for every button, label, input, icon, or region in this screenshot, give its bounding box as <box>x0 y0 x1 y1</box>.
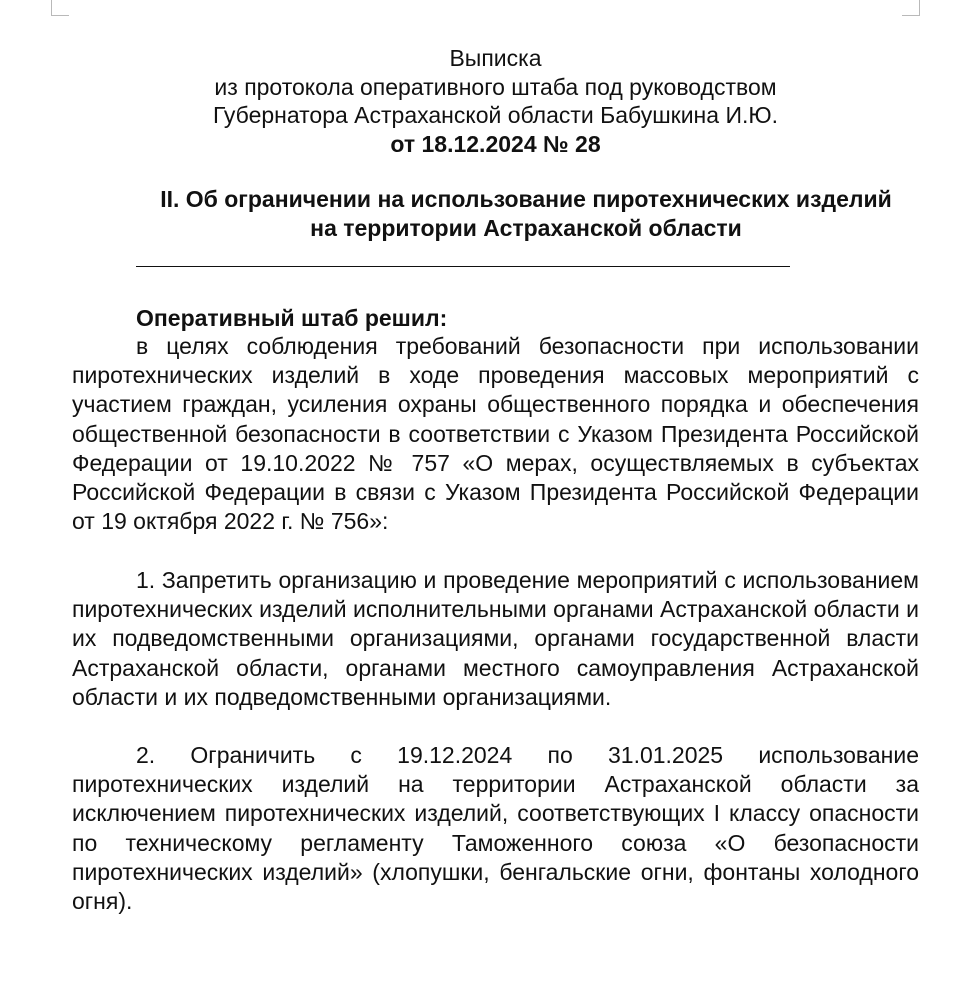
decision-preamble: в целях соблюдения требований безопасности при использовании пиротехнических изделий в ходе проведения массовых мероприятий с участием граждан, усиления охраны общественного порядка и обеспечения общественной безопасности в соответствии с Указом Президента Российской Федерации от 19.10.2022 № 757 «О мерах, осуществляемых в субъектах Российской Федерации в связи с Указом Президента Российской Федерации от 19 октября 2022 г. № 756»: <box>72 333 919 535</box>
page-corner-mark-right <box>902 0 920 16</box>
decision-body <box>72 332 919 536</box>
decision-item-2-block <box>72 741 919 916</box>
header-governor: Губернатора Астраханской области Бабушкина И.Ю. <box>212 102 778 128</box>
decision-item-1-block <box>72 566 919 712</box>
header-date-number: от 18.12.2024 № 28 <box>390 130 601 157</box>
decision-item-1: 1. Запретить организацию и проведение мероприятий с использованием пиротехнических изделий исполнительными органами Астраханской области и их подведомственными организациями, органами государственной власти Астраханской области, органами местного самоуправления Астраханской области и их подведомственными организациями. <box>72 567 919 710</box>
section-title-line2: на территории Астраханской области <box>310 214 742 241</box>
header-title: Выписка <box>449 45 542 71</box>
section-title <box>120 185 932 242</box>
decision-item-2: 2. Ограничить с 19.12.2024 по 31.01.2025 использование пиротехнических изделий на территории Астраханской области за исключением пиротехнических изделий, соответствующих I классу опасности по техническому регламенту Таможенного союза «О безопасности пиротехнических изделий» (хлопушки, бенгальские огни, фонтаны холодного огня). <box>72 742 919 915</box>
decision-heading: Оперативный штаб решил: <box>136 305 448 331</box>
document-header <box>0 44 971 158</box>
title-underline <box>136 266 790 267</box>
header-subtitle: из протокола оперативного штаба под руководством <box>214 73 777 100</box>
section-title-line1: II. Об ограничении на использование пиротехнических изделий <box>160 186 892 212</box>
page-corner-mark-left <box>51 0 69 16</box>
